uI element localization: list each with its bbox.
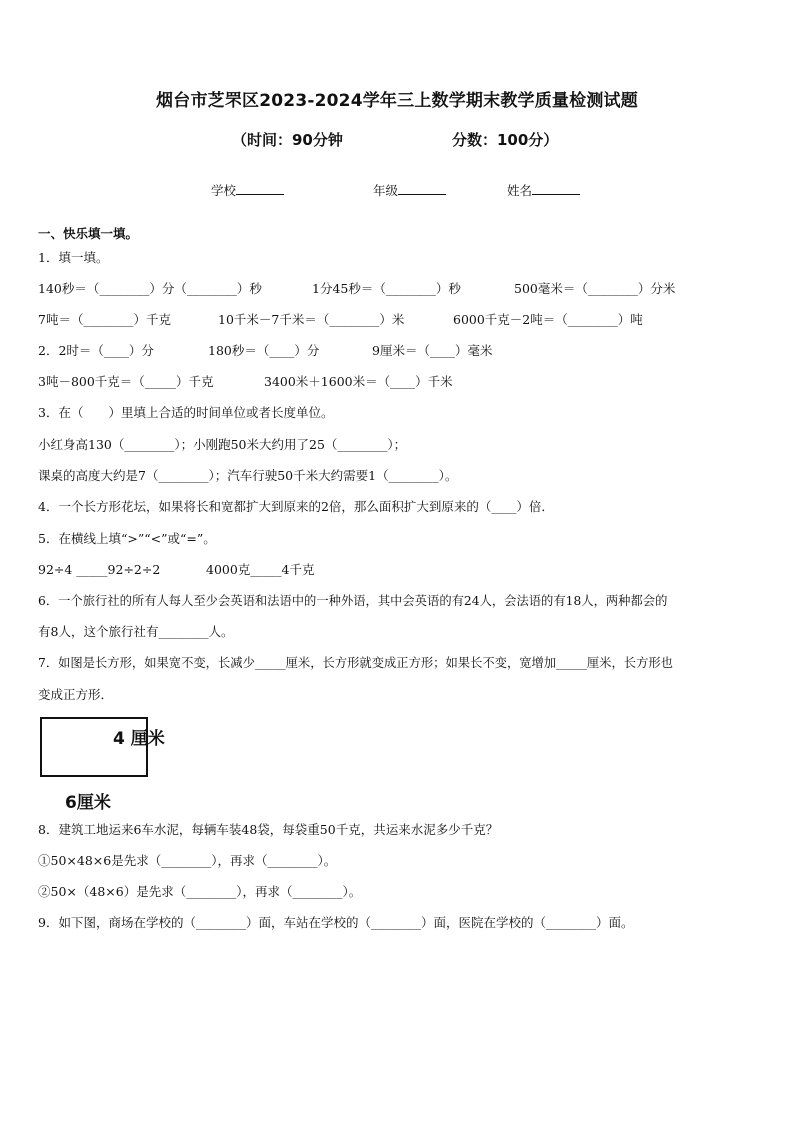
question-8-part-2: ②50×（48×6）是先求（________），再求（________）。 (38, 884, 362, 899)
q1-item-b: 1分45秒＝（________）秒 (312, 281, 461, 296)
q1-item-f: 6000千克－2吨＝（________）吨 (453, 312, 643, 327)
exam-score: 分数：100分） (452, 131, 559, 149)
question-8-part-1: ①50×48×6是先求（________），再求（________）。 (38, 853, 337, 868)
q2-item-e: 3400米＋1600米＝（____）千米 (264, 374, 453, 389)
page-title: 烟台市芝罘区2023-2024学年三上数学期末教学质量检测试题 (156, 91, 638, 111)
q2-item-d: 3吨－800千克＝（_____）千克 (38, 374, 214, 389)
question-1: 1．填一填。 (38, 250, 109, 265)
grade-field[interactable] (373, 181, 446, 199)
question-5: 5．在横线上填“>”“<”或“=”。 (38, 531, 216, 546)
question-3-line-1: 小红身高130（________）；小刚跑50米大约用了25（________）； (38, 437, 407, 452)
question-6-line-1: 6．一个旅行社的所有人每人至少会英语和法语中的一种外语，其中会英语的有24人，会法语的有18人，两种都会的 (38, 594, 668, 608)
question-5-items (38, 562, 315, 578)
school-blank[interactable] (236, 182, 284, 195)
q2-item-a: 2．2时＝（____）分 (38, 343, 154, 358)
q1-item-d: 7吨＝（________）千克 (38, 312, 171, 327)
question-9: 9．如下图，商场在学校的（________）面，车站在学校的（________）面，医院在学校的（________）面。 (38, 915, 634, 930)
school-label: 学校 (211, 183, 237, 198)
q5-item-b: 4000克_____4千克 (206, 562, 315, 577)
q1-item-c: 500毫米＝（________）分米 (514, 281, 676, 296)
q1-item-e: 10千米－7千米＝（________）米 (218, 312, 405, 327)
grade-blank[interactable] (398, 182, 446, 195)
q2-item-c: 9厘米＝（____）毫米 (372, 343, 493, 358)
school-field[interactable] (211, 181, 284, 199)
question-4: 4．一个长方形花坛，如果将长和宽都扩大到原来的2倍，那么面积扩大到原来的（____）倍． (38, 499, 554, 514)
question-2-row-1 (38, 343, 493, 359)
name-blank[interactable] (532, 182, 580, 195)
q2-item-b: 180秒＝（____）分 (208, 343, 320, 358)
name-label: 姓名 (507, 183, 533, 198)
question-3: 3．在（ ）里填上合适的时间单位或者长度单位。 (38, 405, 334, 420)
exam-time: （时间：90分钟 (232, 131, 343, 149)
question-6-line-2: 有8人，这个旅行社有________人。 (38, 624, 234, 639)
grade-label: 年级 (373, 183, 399, 198)
q5-item-a: 92÷4 _____92÷2÷2 (38, 562, 161, 577)
question-2-row-2 (38, 374, 453, 390)
section-heading: 一、快乐填一填。 (38, 226, 139, 241)
rectangle-width-label: 4 厘米 (113, 729, 165, 749)
question-8: 8．建筑工地运来6车水泥，每辆车装48袋，每袋重50千克，共运来水泥多少千克？ (38, 822, 499, 837)
question-3-line-2: 课桌的高度大约是7（________）；汽车行驶50千米大约需要1（________）。 (38, 468, 458, 483)
question-1-row-1 (38, 281, 676, 297)
name-field[interactable] (507, 181, 580, 199)
question-1-row-2 (38, 312, 643, 328)
rectangle-length-label: 6厘米 (65, 793, 111, 813)
q1-item-a: 140秒＝（________）分（________）秒 (38, 281, 262, 296)
question-7-line-2: 变成正方形． (38, 687, 114, 702)
question-7-line-1: 7．如图是长方形，如果宽不变，长减少_____厘米，长方形就变成正方形；如果长不变，宽增加_____厘米，长方形也 (38, 656, 673, 670)
